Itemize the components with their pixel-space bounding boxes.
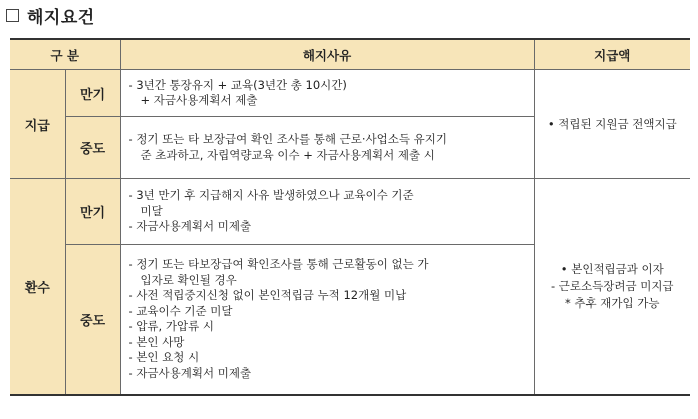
- amount-line: • 본인적립금과 이자: [560, 261, 664, 276]
- reason-line: 미달: [140, 203, 163, 218]
- reason-cell: [120, 117, 534, 179]
- reason-line: - 본인 사망: [128, 334, 185, 349]
- reason-line: - 교육이수 기준 미달: [128, 303, 233, 318]
- reason-cell: [120, 70, 534, 117]
- table-row: [10, 179, 690, 245]
- reason-line: - 3년 만기 후 지급해지 사유 발생하였으나 교육이수 기준: [128, 188, 414, 203]
- amount-line: * 추후 재가입 가능: [565, 295, 660, 310]
- subcategory-maturity: 만기: [65, 70, 120, 117]
- reason-line: - 3년간 통장유지 + 교육(3년간 총 10시간): [128, 77, 347, 92]
- table-row: [10, 70, 690, 117]
- subcategory-maturity: 만기: [65, 179, 120, 245]
- reason-line: - 정기 또는 타 보장급여 확인 조사를 통해 근로·사업소득 유지기: [128, 132, 447, 146]
- section-heading: [6, 4, 95, 26]
- section-title: 해지요건: [27, 7, 95, 28]
- reason-line: 입자로 확인될 경우: [140, 272, 237, 287]
- amount-line: - 근로소득장려금 미지급: [550, 278, 674, 293]
- checkbox-icon: [6, 9, 19, 22]
- reason-line: - 본인 요청 시: [128, 350, 200, 365]
- reason-line: - 압류, 가압류 시: [128, 319, 214, 334]
- reason-line: - 정기 또는 타보장급여 확인조사를 통해 근로활동이 없는 가: [128, 257, 429, 272]
- reason-line: - 사전 적립중지신청 없이 본인적립금 누적 12개월 미납: [128, 288, 407, 303]
- subcategory-midterm: 중도: [65, 117, 120, 179]
- reason-line: - 자금사용계획서 미제출: [128, 365, 252, 380]
- termination-conditions-table: [10, 38, 690, 396]
- reason-line: 준 초과하고, 자립역량교육 이수 + 자금사용계획서 제출 시: [140, 147, 435, 162]
- reason-cell: [120, 179, 534, 245]
- header-reason: 해지사유: [120, 39, 534, 70]
- category-refund: 환수: [10, 179, 65, 395]
- header-amount: 지급액: [534, 39, 690, 70]
- category-payment: 지급: [10, 70, 65, 179]
- reason-cell: [120, 245, 534, 395]
- reason-line: - 자금사용계획서 미제출: [128, 219, 252, 234]
- table-header-row: [10, 39, 690, 70]
- amount-refund: [534, 179, 690, 395]
- subcategory-midterm: 중도: [65, 245, 120, 395]
- amount-payment: • 적립된 지원금 전액지급: [534, 70, 690, 179]
- header-category: 구 분: [10, 39, 120, 70]
- reason-line: + 자금사용계획서 제출: [140, 93, 258, 107]
